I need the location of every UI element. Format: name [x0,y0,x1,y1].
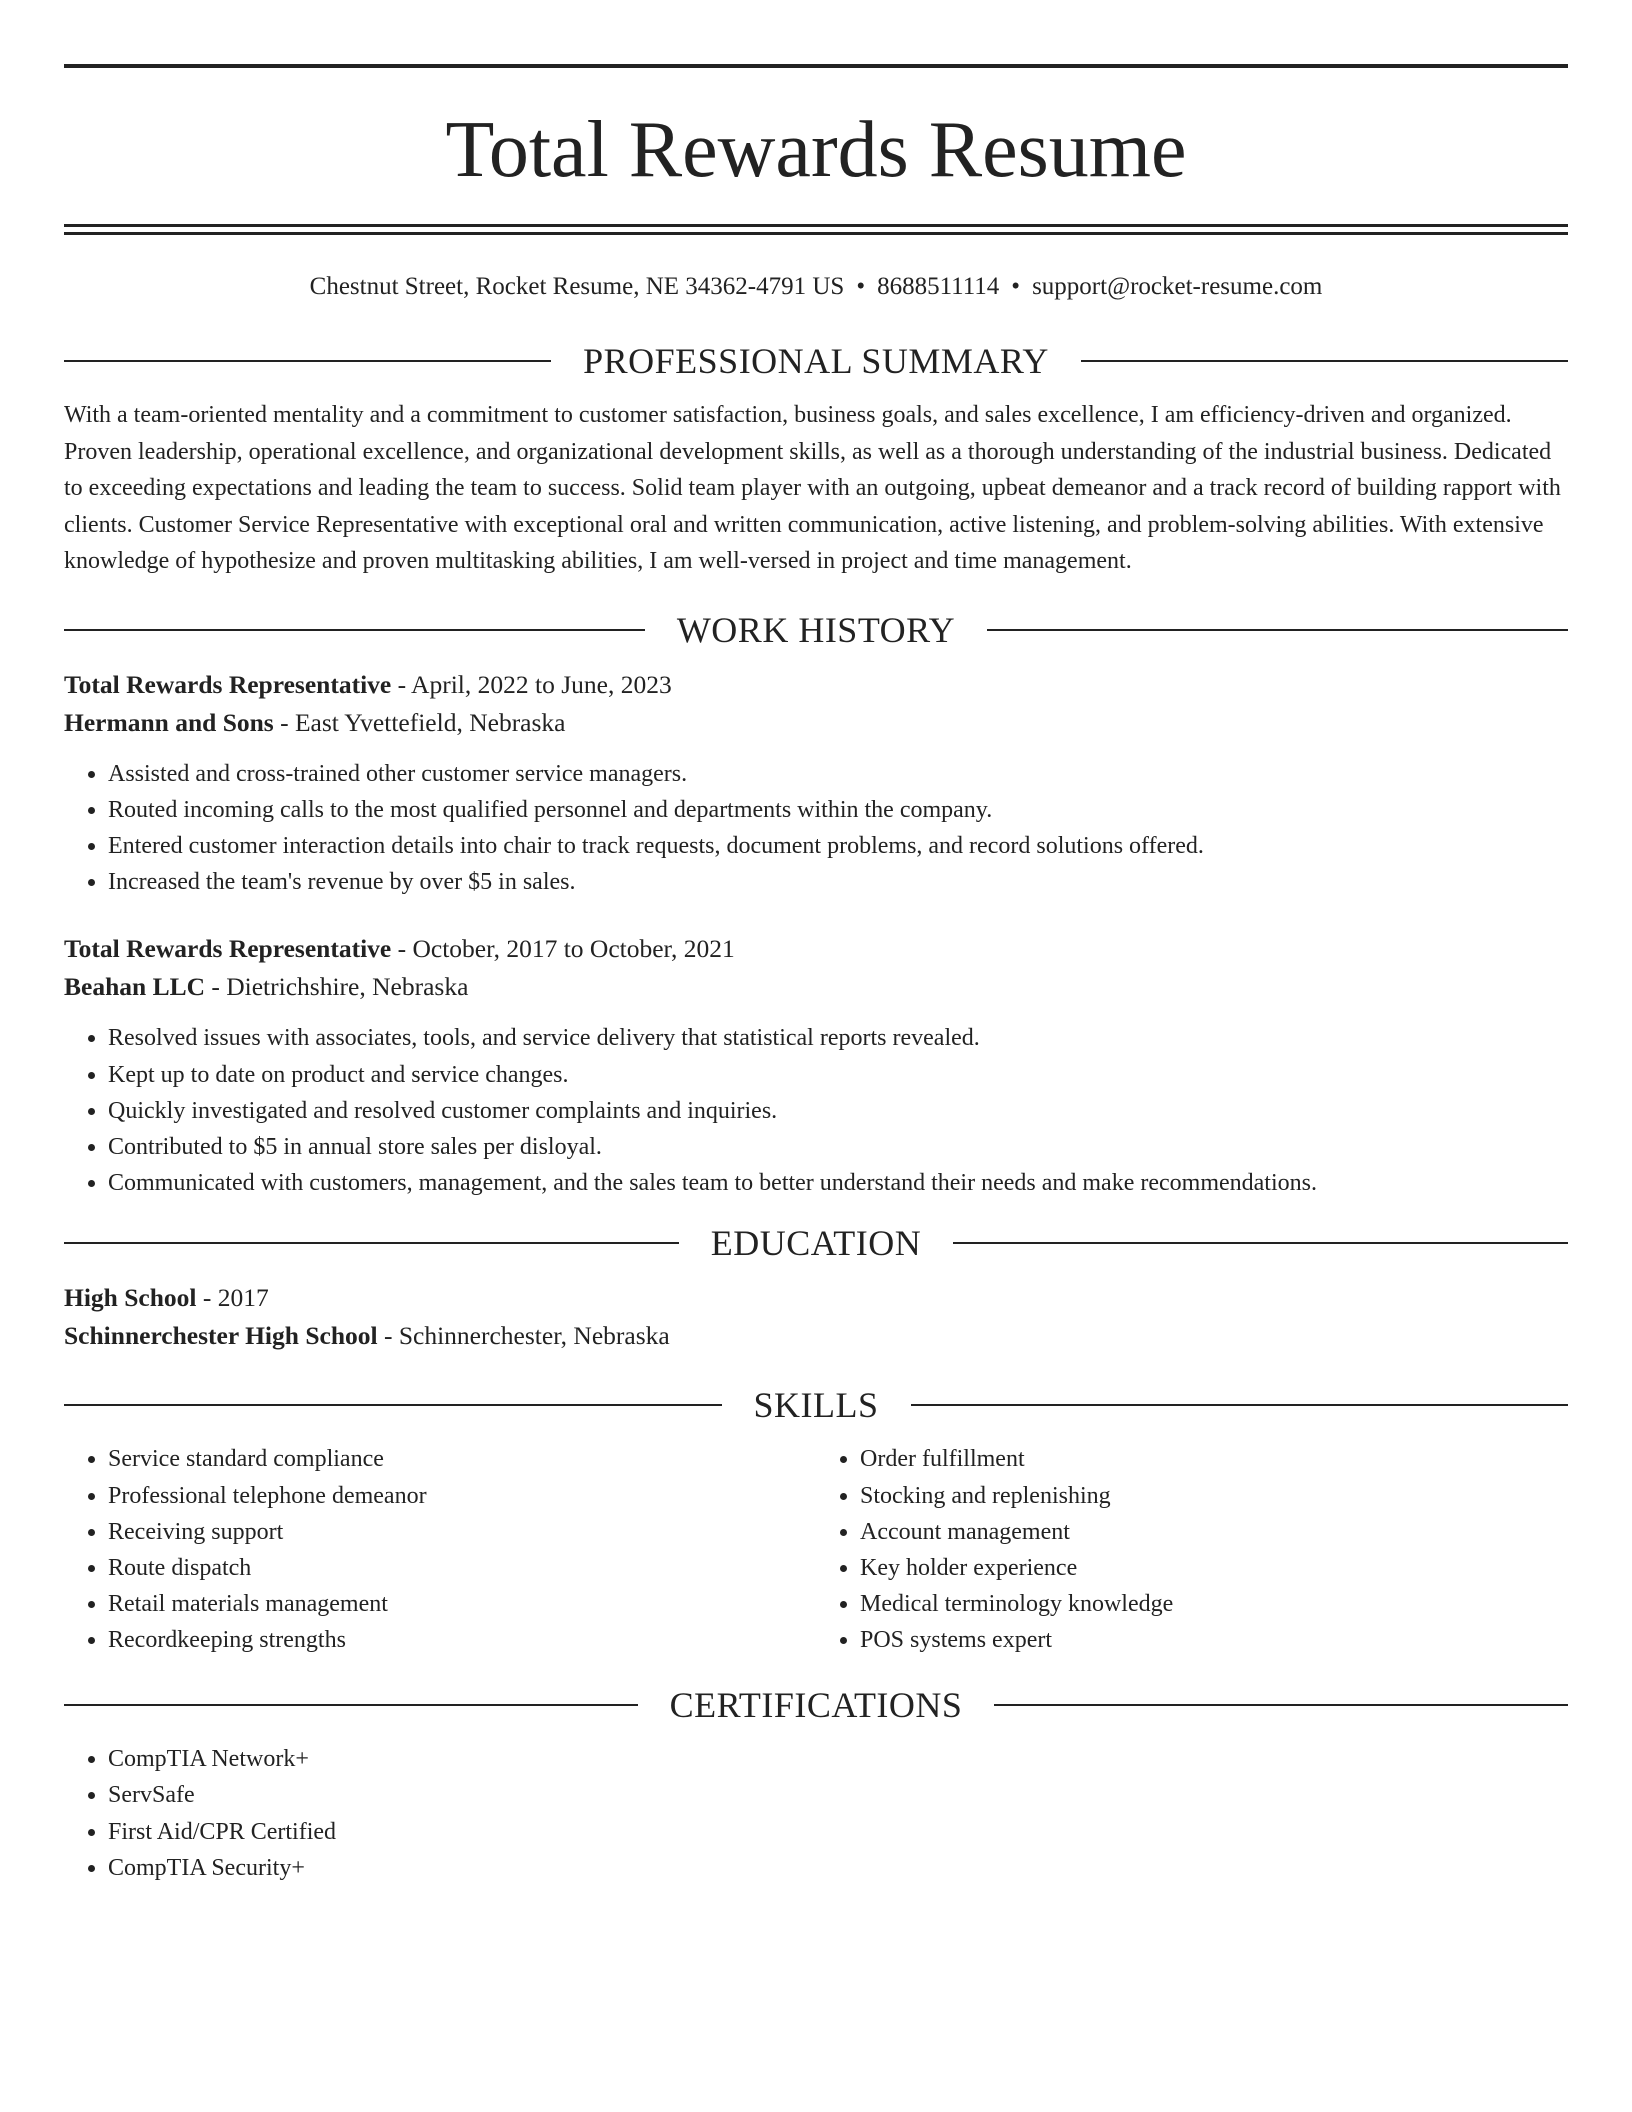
section-header-skills [64,1383,1568,1427]
job-dates: - April, 2022 to June, 2023 [391,669,672,699]
list-item: • Order fulfillment [860,1441,1568,1477]
section-rule [994,1704,1568,1706]
list-item: • ServSafe [108,1777,1568,1814]
certifications-list [64,1741,1568,1887]
section-rule [64,360,551,362]
section-rule [953,1242,1568,1244]
section-rule [911,1404,1569,1406]
resume-name: Total Rewards Resume [445,106,1187,194]
certifications-block [64,1741,1568,1887]
education-degree: High School [64,1283,197,1313]
contact-separator: • [1011,273,1021,300]
list-item: • Stocking and replenishing [860,1478,1568,1514]
skills-list-right [816,1441,1568,1658]
list-item: • Increased the team's revenue by over $5 in sales. [108,864,1568,900]
list-item: • Account management [860,1514,1568,1550]
list-item: • Service standard compliance [108,1441,816,1477]
section-rule [1081,360,1568,362]
job-company: Beahan LLC [64,972,205,1002]
skills-grid [64,1441,1568,1658]
list-item: • Entered customer interaction details into chair to track requests, document problems, and record solutions offered. [108,828,1568,864]
section-header-work [64,608,1568,652]
list-item: • Retail materials management [108,1586,816,1622]
section-header-certifications [64,1683,1568,1727]
contact-address: Chestnut Street, Rocket Resume, NE 34362-4791 US [309,273,845,300]
list-item: • Routed incoming calls to the most qualified personnel and departments within the company. [108,792,1568,828]
summary-text: With a team-oriented mentality and a commitment to customer satisfaction, business goals, and sales excellence, I am efficiency-driven and organized. Proven leadership, operational excellence, and organizational development skills, as well as a thorough understanding of the industrial business. Dedicated to exceeding expectations and leading the team to success. Solid team player with an outgoing, upbeat demeanor and a track record of building rapport with clients. Customer Service Representative with exceptional oral and written communication, active listening, and problem-solving abilities. With extensive knowledge of hypothesize and proven multitasking abilities, I am well-versed in project and time management. [64,402,1561,574]
job-location: - Dietrichshire, Nebraska [205,972,469,1002]
list-item: • Receiving support [108,1514,816,1550]
job-company-line [64,704,1568,742]
list-item: • Resolved issues with associates, tools, and service delivery that statistical reports revealed. [108,1020,1568,1056]
job-title: Total Rewards Representative [64,934,392,964]
section-header-summary [64,339,1568,383]
section-title-certifications: CERTIFICATIONS [669,1684,963,1725]
list-item: • Route dispatch [108,1550,816,1586]
list-item: • Professional telephone demeanor [108,1478,816,1514]
education-year: - 2017 [196,1283,269,1313]
job-entry [64,930,1568,1201]
list-item: • Kept up to date on product and service changes. [108,1057,1568,1093]
list-item: • Recordkeeping strengths [108,1622,816,1658]
education-location: - Schinnerchester, Nebraska [377,1321,670,1351]
job-company: Hermann and Sons [64,707,274,737]
section-rule [987,629,1568,631]
contact-separator: • [856,273,866,300]
job-dates: - October, 2017 to October, 2021 [391,934,735,964]
education-entry [64,1279,1568,1355]
skills-list-left [64,1441,816,1658]
list-item: • Quickly investigated and resolved customer complaints and inquiries. [108,1093,1568,1129]
job-location: - East Yvettefield, Nebraska [273,707,566,737]
job-bullets [64,756,1568,901]
education-school-line [64,1317,1568,1355]
section-header-education [64,1221,1568,1265]
list-item: • Medical terminology knowledge [860,1586,1568,1622]
list-item: • First Aid/CPR Certified [108,1814,1568,1851]
list-item: • Assisted and cross-trained other customer service managers. [108,756,1568,792]
section-rule [64,1704,638,1706]
job-entry [64,666,1568,901]
education-degree-line [64,1279,1568,1317]
section-title-education: EDUCATION [710,1223,922,1264]
job-title: Total Rewards Representative [64,669,392,699]
list-item: • CompTIA Security+ [108,1850,1568,1887]
double-rule [64,224,1568,235]
contact-phone: 8688511114 [877,273,1000,300]
list-item: • CompTIA Network+ [108,1741,1568,1778]
section-title-summary: PROFESSIONAL SUMMARY [583,341,1049,381]
job-title-line [64,930,1568,968]
section-rule [64,629,645,631]
section-rule [64,1404,722,1406]
contact-email: support@rocket-resume.com [1032,273,1323,300]
resume-page [64,64,1568,1887]
job-title-line [64,666,1568,704]
list-item: • Communicated with customers, management, and the sales team to better understand their needs and make recommendations. [108,1165,1568,1201]
contact-line [64,271,1568,303]
education-school: Schinnerchester High School [64,1321,378,1351]
list-item: • Contributed to $5 in annual store sales per disloyal. [108,1129,1568,1165]
top-rule [64,64,1568,68]
list-item: • POS systems expert [860,1622,1568,1658]
job-company-line [64,968,1568,1006]
job-bullets [64,1020,1568,1201]
list-item: • Key holder experience [860,1550,1568,1586]
section-title-work: WORK HISTORY [676,609,956,650]
section-rule [64,1242,679,1244]
section-title-skills: SKILLS [753,1385,879,1426]
